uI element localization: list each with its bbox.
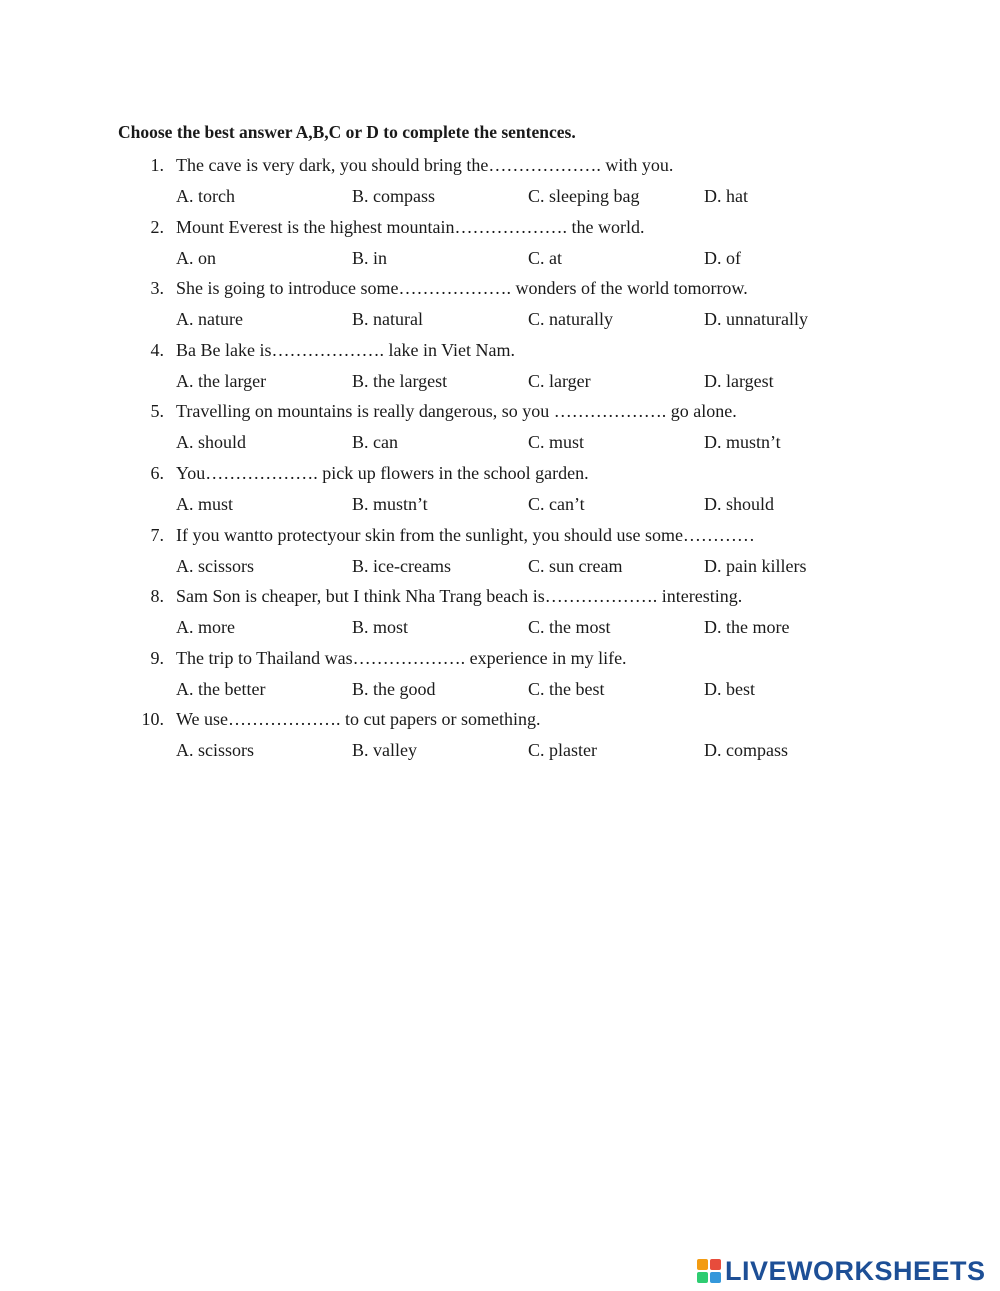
question-item [0, 581, 1000, 643]
answer-option-c[interactable]: C. at [528, 247, 562, 268]
answer-options [0, 551, 1000, 581]
answer-options [0, 181, 1000, 211]
answer-options [0, 427, 1000, 457]
answer-option-d[interactable]: D. compass [704, 740, 788, 761]
answer-options [0, 243, 1000, 273]
answer-option-a[interactable]: A. more [176, 617, 235, 638]
answer-option-b[interactable]: B. the largest [352, 370, 448, 391]
answer-option-d[interactable]: D. hat [704, 186, 748, 206]
logo-block [697, 1272, 708, 1283]
answer-options [0, 489, 1000, 519]
question-number: 9. [150, 647, 164, 668]
question-number: 5. [150, 401, 164, 422]
answer-option-a[interactable]: A. must [176, 493, 234, 514]
answer-option-b[interactable]: B. valley [352, 740, 417, 761]
answer-option-c[interactable]: C. sleeping bag [528, 186, 640, 206]
answer-option-a[interactable]: A. torch [176, 186, 235, 206]
logo-block [697, 1259, 708, 1270]
answer-option-d[interactable]: D. unnaturally [704, 309, 808, 330]
question-item [0, 273, 1000, 335]
answer-option-c[interactable]: C. the best [528, 678, 605, 699]
answer-option-a[interactable]: A. should [176, 432, 247, 453]
answer-option-b[interactable]: B. ice-creams [352, 555, 451, 576]
answer-option-a[interactable]: A. scissors [176, 740, 255, 761]
answer-option-d[interactable]: D. largest [704, 370, 774, 391]
answer-option-b[interactable]: B. natural [352, 309, 423, 330]
question-item [0, 212, 1000, 274]
question-number: 1. [150, 155, 164, 175]
instruction-heading: Choose the best answer A,B,C or D to complete the sentences. [118, 122, 576, 142]
answer-options [0, 304, 1000, 334]
question-text: The cave is very dark, you should bring the………………. with you. [176, 155, 674, 175]
question-item [0, 520, 1000, 582]
logo-text: LIVEWORKSHEETS [725, 1256, 986, 1286]
answer-options [0, 612, 1000, 642]
answer-option-a[interactable]: A. scissors [176, 555, 255, 576]
question-number: 10. [141, 709, 164, 730]
question-text: If you wantto protectyour skin from the sunlight, you should use some………… [176, 524, 755, 545]
answer-option-b[interactable]: B. mustn’t [352, 493, 428, 514]
question-number: 6. [150, 462, 164, 483]
answer-option-c[interactable]: C. larger [528, 370, 591, 391]
logo-block [710, 1259, 721, 1270]
answer-option-b[interactable]: B. can [352, 432, 398, 453]
answer-option-c[interactable]: C. plaster [528, 740, 597, 761]
logo-block [710, 1272, 721, 1283]
question-text: She is going to introduce some………………. wonders of the world tomorrow. [176, 278, 748, 299]
answer-option-d[interactable]: D. mustn’t [704, 432, 781, 453]
answer-option-d[interactable]: D. of [704, 247, 741, 268]
answer-option-c[interactable]: C. must [528, 432, 585, 453]
logo-blocks-icon [697, 1259, 721, 1283]
answer-option-a[interactable]: A. nature [176, 309, 243, 330]
question-number: 3. [150, 278, 164, 299]
answer-options [0, 366, 1000, 396]
answer-option-c[interactable]: C. can’t [528, 493, 585, 514]
answer-option-d[interactable]: D. should [704, 493, 775, 514]
question-list [0, 150, 1000, 766]
question-text: You………………. pick up flowers in the school garden. [176, 462, 589, 483]
question-item [0, 458, 1000, 520]
answer-option-c[interactable]: C. sun cream [528, 555, 623, 576]
question-text: We use………………. to cut papers or something. [176, 709, 541, 730]
answer-options [0, 674, 1000, 704]
answer-option-a[interactable]: A. the larger [176, 370, 267, 391]
answer-option-c[interactable]: C. naturally [528, 309, 613, 330]
question-text: Ba Be lake is………………. lake in Viet Nam. [176, 339, 516, 360]
answer-option-d[interactable]: D. the more [704, 617, 790, 638]
question-item [0, 335, 1000, 397]
answer-option-a[interactable]: A. on [176, 247, 216, 268]
question-item [0, 643, 1000, 705]
answer-option-b[interactable]: B. compass [352, 186, 435, 206]
question-number: 7. [150, 524, 164, 545]
question-number: 4. [150, 339, 164, 360]
answer-option-a[interactable]: A. the better [176, 678, 266, 699]
answer-options [0, 735, 1000, 765]
answer-option-d[interactable]: D. pain killers [704, 555, 807, 576]
question-number: 2. [150, 216, 164, 237]
answer-option-b[interactable]: B. in [352, 247, 388, 268]
question-number: 8. [150, 586, 164, 607]
answer-option-b[interactable]: B. most [352, 617, 409, 638]
question-item [0, 704, 1000, 766]
answer-option-c[interactable]: C. the most [528, 617, 611, 638]
answer-option-b[interactable]: B. the good [352, 678, 436, 699]
question-text: Sam Son is cheaper, but I think Nha Trang beach is………………. interesting. [176, 586, 743, 607]
question-text: Mount Everest is the highest mountain………………. the world. [176, 216, 645, 237]
question-text: The trip to Thailand was………………. experience in my life. [176, 647, 627, 668]
question-item [0, 396, 1000, 458]
liveworksheets-logo[interactable] [697, 1254, 986, 1288]
question-item [0, 150, 1000, 212]
answer-option-d[interactable]: D. best [704, 678, 755, 699]
question-text: Travelling on mountains is really dangerous, so you ………………. go alone. [176, 401, 737, 422]
